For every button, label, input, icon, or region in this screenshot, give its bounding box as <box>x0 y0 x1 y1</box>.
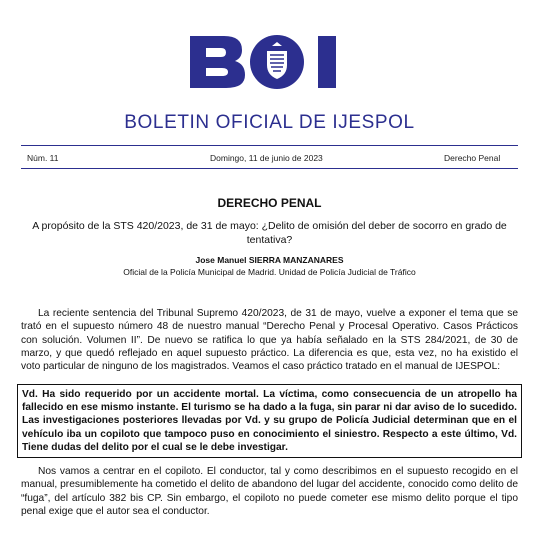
header-rule-top <box>21 145 518 146</box>
logo-letter-i <box>318 36 336 88</box>
shield-icon <box>250 35 304 89</box>
header-rule-bottom <box>21 168 518 169</box>
paragraph-analysis: Nos vamos a centrar en el copiloto. El conductor, tal y como describimos en el supuesto recogido en el manual, presumiblemente ha cometido el delito de abandono del lugar del accidente, conocido como delito de “fuga”, del artículo 382 bis CP. Sin embargo, el copiloto no puede cometer ese mismo delito porque el tipo penal exige que el autor sea el conductor. <box>21 466 518 517</box>
article-subtitle: A propósito de la STS 420/2023, de 31 de mayo: ¿Delito de omisión del deber de socorro en grado de tentativa? <box>32 220 507 246</box>
paragraph-intro: La reciente sentencia del Tribunal Supremo 420/2023, de 31 de mayo, vuelve a exponer el tema que se trató en el supuesto número 48 de nuestro manual “Derecho Penal y Procesal Operativo. Casos Prácticos con solución. Volumen II”. De nuevo se ratifica lo que ya había señalado en la STS 284/2021, de 30 de marzo, y que quedó reflejado en aquel supuesto práctico. La diferencia es que, esta vez, no ha existido el voto particular de ninguno de los magistrados. Veamos el caso práctico tratado en el manual de IJESPOL: <box>21 308 518 373</box>
publication-title: BOLETIN OFICIAL DE IJESPOL <box>124 112 415 133</box>
section-title: DERECHO PENAL <box>217 196 322 210</box>
author-affiliation: Oficial de la Policía Municipal de Madrid. Unidad de Policía Judicial de Tráfico <box>123 267 416 277</box>
logo-letter-b <box>190 36 245 88</box>
case-box: Vd. Ha sido requerido por un accidente mortal. La víctima, como consecuencia de un atropello ha fallecido en ese mismo instante. El turismo se ha dado a la fuga, sin parar ni dar aviso de lo sucedido. Las investigaciones posteriores llevadas por Vd. y su grupo de Policía Judicial determinan que en el vehículo iba un copiloto que tampoco puso en conocimiento el siniestro. Respecto a este último, Vd. Tiene dudas del delito por el cual se le debe investigar. <box>17 384 522 458</box>
boi-logo <box>188 32 354 92</box>
issue-date: Domingo, 11 de junio de 2023 <box>210 153 323 163</box>
issue-number: Núm. 11 <box>27 153 59 163</box>
issue-section: Derecho Penal <box>444 153 501 163</box>
article-author: Jose Manuel SIERRA MANZANARES <box>195 255 344 265</box>
